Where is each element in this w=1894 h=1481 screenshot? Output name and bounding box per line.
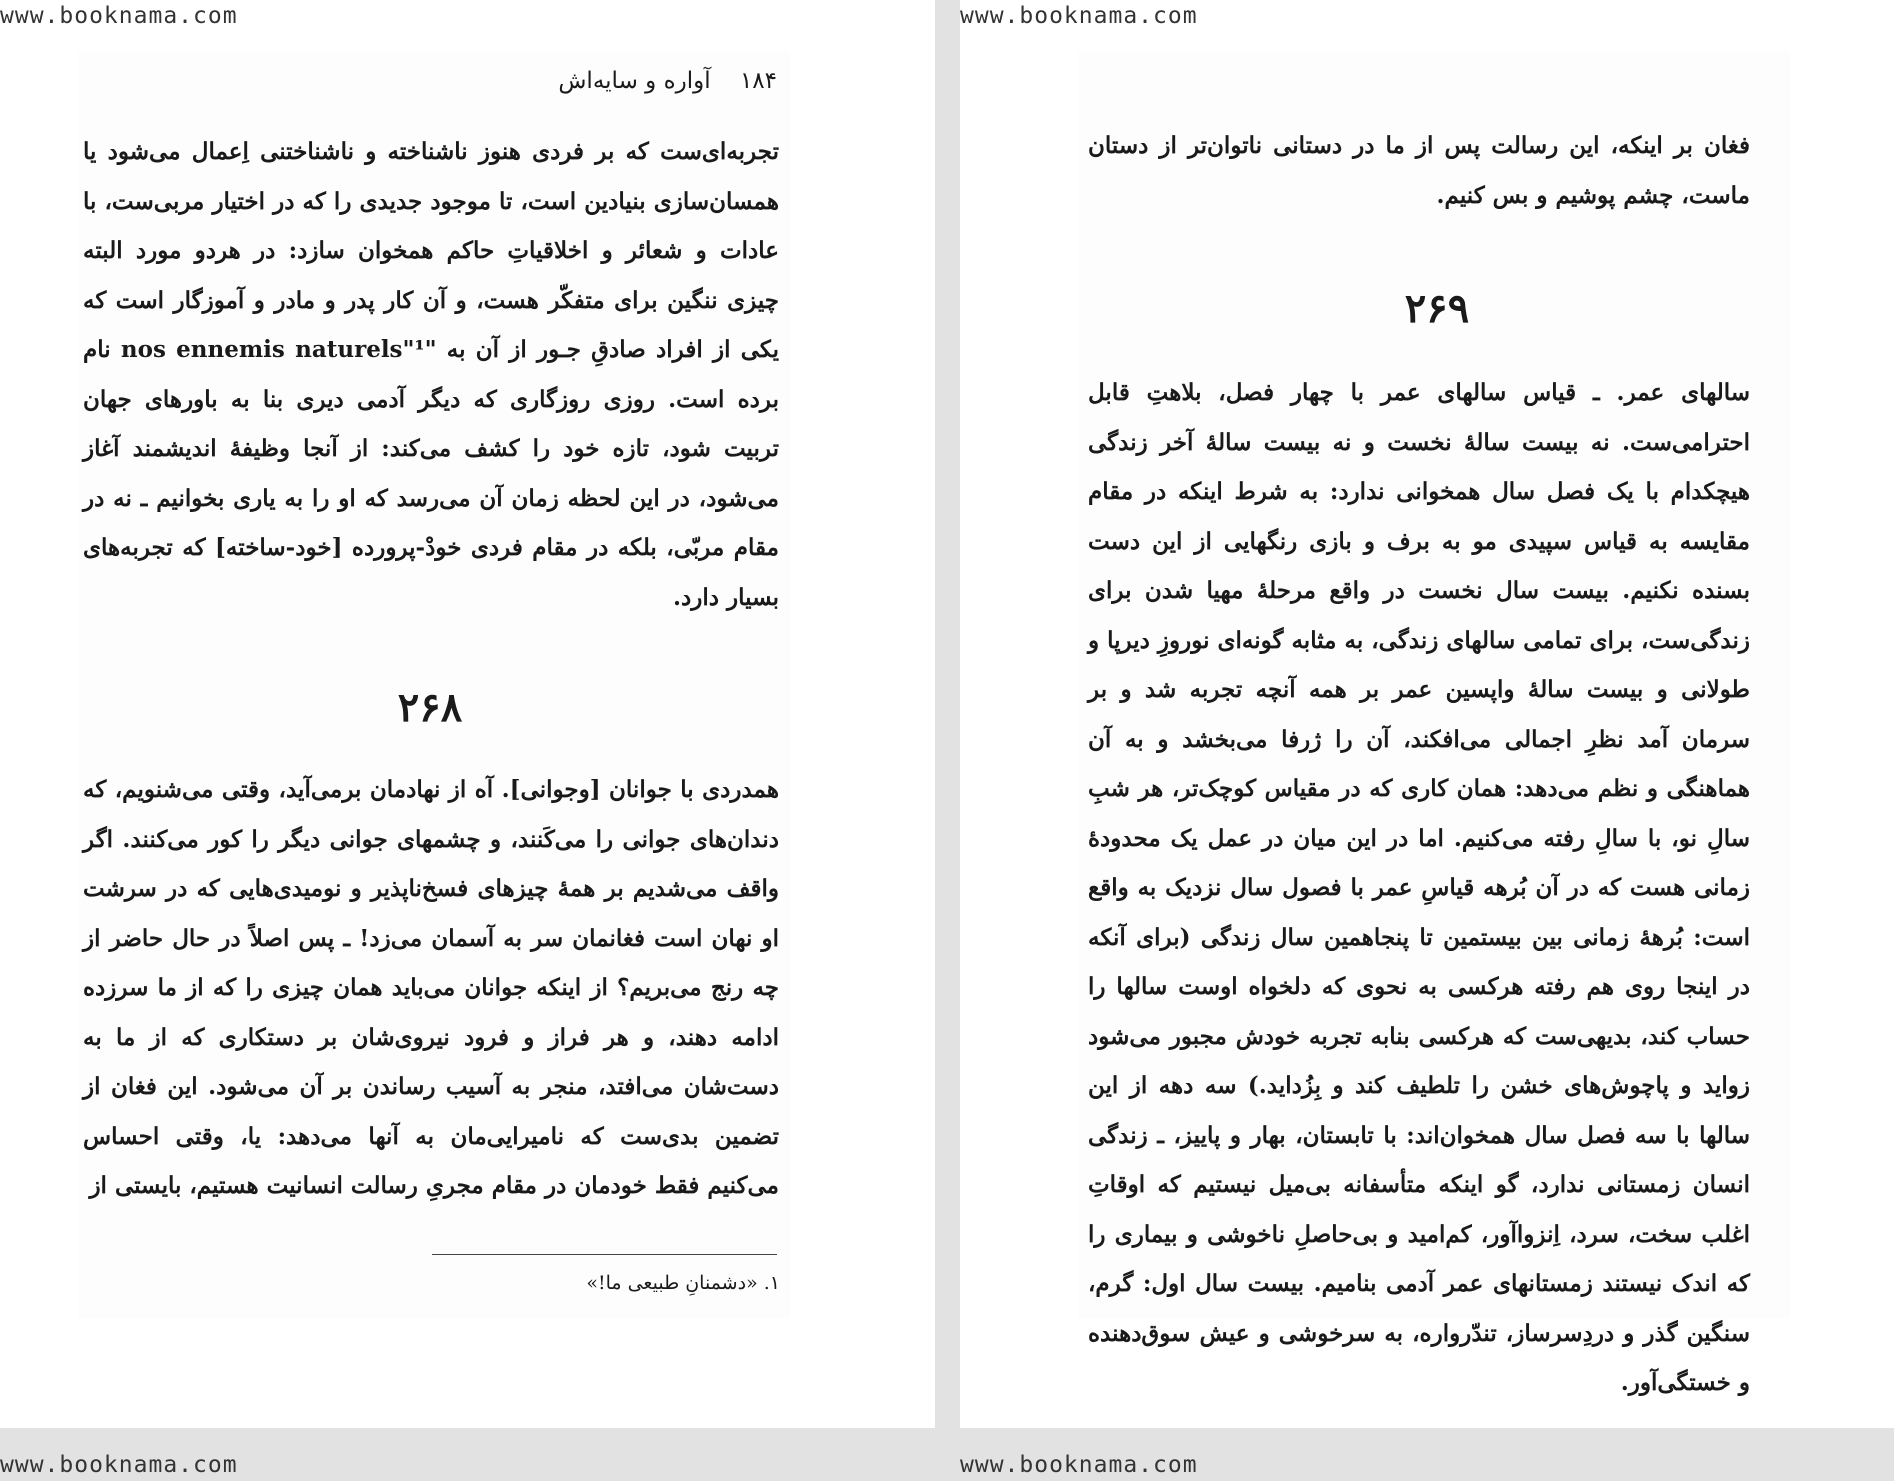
left-page-header xyxy=(558,68,777,94)
section-number-268: ۲۶۸ xyxy=(397,684,463,731)
watermark-bottom-left: www.booknama.com xyxy=(0,1452,238,1478)
paragraph-continuation: تجربه‌ای‌ست که بر فردی هنوز ناشناخته و ناشناختنی اِعمال می‌شود یا همسان‌سازی بنیادین است، تا موجود جدیدی را که در اختیار مربی‌ست، با عادات و شعائر و اخلاقیاتِ حاکم همخوان سازد: در هردو مورد البته چیزی ننگین برای متفکّر هست، و آن کار پدر و مادر و آموزگار است که یکی از افراد صادقِ جـور از آن به "nos ennemis naturels"¹ نام برده است. روزی روزگاری که دیگر آدمی دیری بنا به باورهای جهان تربیت شود، تازه خود را کشف می‌کند: از آنجا وظیفهٔ اندیشمند آغاز می‌شود، در این لحظه زمان آن می‌رسد که او را به یاری بخوانیم ـ نه در مقام مربّی، بلکه در مقام فردی خودْ-پرورده [خود-ساخته] که تجربه‌های بسیار دارد. xyxy=(83,138,779,611)
watermark-bottom-right: www.booknama.com xyxy=(960,1452,1198,1478)
book-title: آواره و سایه‌اش xyxy=(558,68,711,94)
paragraph-continuation-right: فغان بر اینکه، این رسالت پس از ما در دستانی ناتوان‌تر از دستان ماست، چشم پوشیم و بس کنیم. xyxy=(1088,132,1750,209)
left-page xyxy=(0,0,935,1478)
page-number: ۱۸۴ xyxy=(739,68,777,94)
section-number-269: ۲۶۹ xyxy=(1404,285,1470,332)
paragraph-269: سالهای عمر. ـ قیاس سالهای عمر با چهار فصل، بلاهتِ قابل احترامی‌ست. نه بیست سالهٔ نخست و نه بیست سالهٔ آخر زندگی هیچکدام با یک فصل سال همخوانی ندارد: به شرط اینکه در مقام مقایسه به قیاس سپیدی مو به برف و بازی رنگهایی از این دست بسنده نکنیم. بیست سال نخست در واقع مرحلهٔ مهیا شدن برای زندگی‌ست، برای تمامی سالهای زندگی، به مثابه گونه‌ای نوروزِ دیرپا و طولانی و بیست سالهٔ واپسین عمر بر همه آنچه تجربه شد و بر سرمان آمد نظرِ اجمالی می‌افکند، آن را ژرفا می‌بخشد و به آن هماهنگی و نظم می‌دهد: همان کاری که در مقیاس کوچک‌تر، هر شبِ سالِ نو، با سالِ رفته می‌کنیم. اما در این میان در عمل یک محدودهٔ زمانی هست که در آن بُرهه قیاسِ عمر با فصول سال نزدیک به واقع است: بُرههٔ زمانی بین بیستمین تا پنجاهمین سال زندگی (برای آنکه در اینجا روی هم رفته هرکسی به نحوی که دلخواه اوست سالها را حساب کند، بدیهی‌ست که هرکسی بنابه تجربه خودش مجبور می‌شود زواید و پاچوش‌های خشن را تلطیف کند و بِزُداید.) سه دهه از این سالها با سه فصل سال همخوان‌اند: با تابستان، بهار و پاییز، ـ زندگی انسان زمستانی ندارد، گو اینکه متأسفانه بی‌میل نیستیم که اوقاتِ اغلب سخت، سرد، اِنزواآور، کم‌امید و بی‌حاصلِ ناخوشی و بیماری را که اندک نیستند زمستانهای عمر آدمی بنامیم. بیست سال اول: گرم، سنگین گذر و دردِسرساز، تندّرواره، به سرخوشی و عیش سوق‌دهنده و خستگی‌آور. xyxy=(1088,379,1750,1396)
watermark-top-left: www.booknama.com xyxy=(0,3,238,29)
paragraph-268: همدردی با جوانان [وجوانی]. آه از نهادمان برمی‌آید، وقتی می‌شنویم، که دندان‌های جوانی را می‌کَنند، و چشمهای جوانی دیگر را کور می‌کنند. اگر واقف می‌شدیم بر همهٔ چیزهای فسخ‌ناپذیر و نومیدی‌هایی که در سرشت او نهان است فغانمان سر به آسمان می‌زد! ـ پس اصلاً در حال حاضر از چه رنج می‌بریم؟ از اینکه جوانان می‌باید همان چیزی را که از ما سرزده ادامه دهند، و هر فراز و فرود نیروی‌شان بر دستکاری که از ما به دست‌شان می‌افتد، منجر به آسیب رساندن بر آن می‌شود. این فغان از تضمین بدی‌ست که نامیرایی‌مان به آنها می‌دهد: یا، وقتی احساس می‌کنیم فقط خودمان در مقام مجریِ رسالت انسانیت هستیم، بایستی از xyxy=(83,776,779,1199)
footnote-rule xyxy=(432,1254,777,1255)
right-page xyxy=(960,0,1894,1478)
watermark-top-right: www.booknama.com xyxy=(960,3,1198,29)
footnote: ۱. «دشمنانِ طبیعی ما!» xyxy=(586,1272,780,1294)
